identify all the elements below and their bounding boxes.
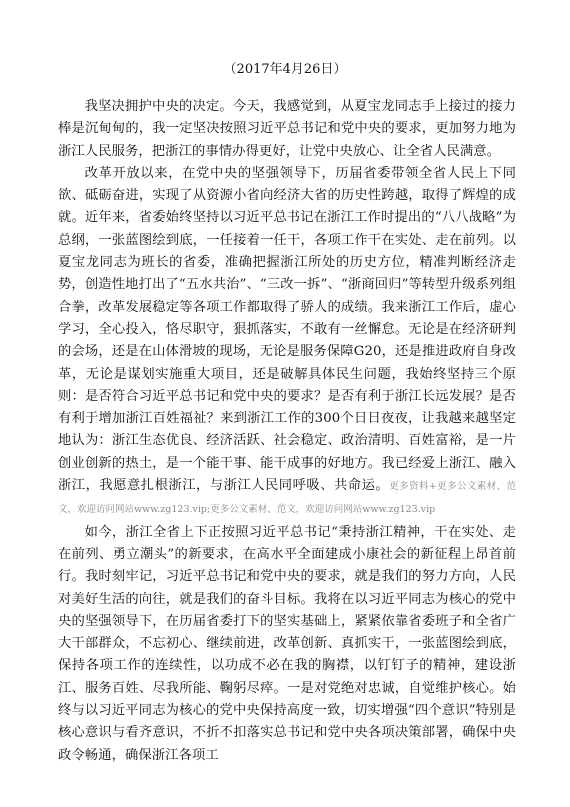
watermark-text: 更多资料+更多公文素材、范文，欢迎访问网站www.zg123.vip;更多公文素材、范文，欢迎访问网站www.zg123.vip [58, 481, 516, 516]
paragraph-2 [58, 163, 516, 522]
paragraph-1 [58, 96, 516, 163]
paragraph-3 [58, 522, 516, 767]
document-body [58, 96, 516, 767]
paragraph-1-text: 我坚决拥护中央的决定。今天，我感觉到，从夏宝龙同志手上接过的接力棒是沉甸甸的，我一定坚决按照习近平总书记和党中央的要求，更加努力地为浙江人民服务，把浙江的事情办得更好，让党中央放心、让全省人民满意。 [58, 99, 516, 159]
paragraph-2-text: 改革开放以来，在党中央的坚强领导下，历届省委带领全省人民上下同欲、砥砺奋进，实现了从资源小省向经济大省的历史性跨越，取得了辉煌的成就。近年来，省委始终坚持以习近平总书记在浙江工作时提出的“八八战略”为总纲，一张蓝图绘到底，一任接着一任干，各项工作干在实处、走在前列。以夏宝龙同志为班长的省委，准确把握浙江所处的历史方位，精准判断经济走势，创造性地打出了“五水共治”、“三改一拆”、“浙商回归”等转型升级系列组合拳，改革发展稳定等各项工作都取得了骄人的成绩。我来浙江工作后，虚心学习，全心投入，恪尽职守，狠抓落实，不敢有一丝懈怠。无论是在经济研判的会场，还是在山体滑坡的现场，无论是服务保障G20，还是推进政府自身改革，无论是谋划实施重大项目，还是破解具体民生问题，我始终坚持三个原则：是否符合习近平总书记和党中央的要求？是否有利于浙江长远发展？是否有利于增加浙江百姓福祉？来到浙江工作的300个日日夜夜，让我越来越坚定地认为：浙江生态优良、经济活跃、社会稳定、政治清明、百姓富裕，是一片创业创新的热土，是一个能干事、能干成事的好地方。我已经爱上浙江、融入浙江，我愿意扎根浙江，与浙江人民同呼吸、共命运。 [58, 165, 516, 494]
speech-date: （2017年4月26日） [223, 62, 347, 77]
paragraph-3-text: 如今，浙江全省上下正按照习近平总书记“秉持浙江精神，干在实处、走在前列、勇立潮头”的新要求，在高水平全面建成小康社会的新征程上昂首前行。我时刻牢记，习近平总书记和党中央的要求，就是我们的努力方向，人民对美好生活的向往，就是我们的奋斗目标。我将在以习近平同志为核心的党中央的坚强领导下，在历届省委打下的坚实基础上，紧紧依靠省委班子和全省广大干部群众，不忘初心、继续前进，改革创新、真抓实干，一张蓝图绘到底，保持各项工作的连续性，以功成不必在我的胸襟，以钉钉子的精神，建设浙江、服务百姓、尽我所能、鞠躬尽瘁。一是对党绝对忠诚，自觉维护核心。始终与以习近平同志为核心的党中央保持高度一致，切实增强“四个意识”特别是核心意识与看齐意识，不折不扣落实总书记和党中央各项决策部署，确保中央政令畅通，确保浙江各项工 [58, 524, 516, 763]
